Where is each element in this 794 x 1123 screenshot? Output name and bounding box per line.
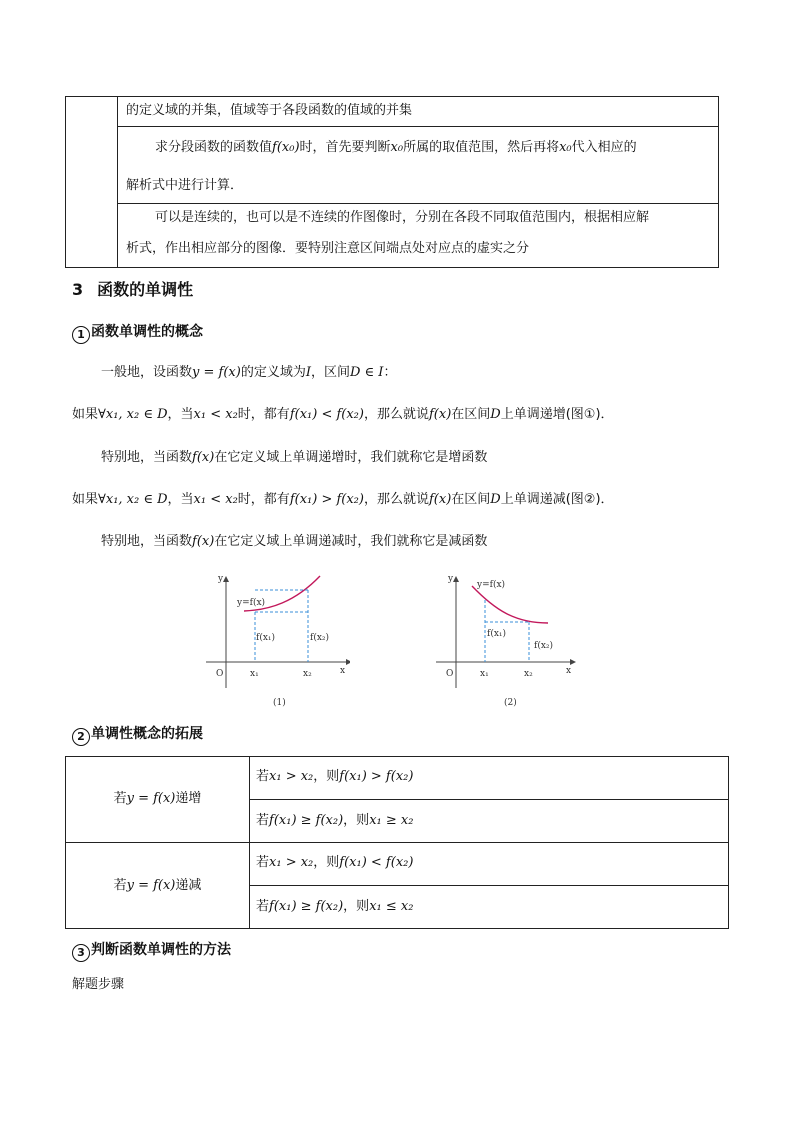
fig2-x-arrow (570, 659, 576, 665)
fig2-y-label: y (448, 574, 454, 584)
fig2-origin: O (446, 669, 454, 679)
ext-table-divider-b (249, 885, 729, 886)
p1-math-DI: D ∈ I (349, 365, 384, 380)
p4-text-f: 上单调递减(图②)． (500, 492, 614, 507)
p4-math-ineq: x₁ < x₂ (193, 492, 238, 507)
fig2-curve-label: y=f(x) (477, 580, 506, 590)
fig2-caption: (2) (504, 698, 517, 708)
subheading-1-title: 函数单调性的概念 (91, 324, 203, 340)
dec-r2-math-b: x₁ ≤ x₂ (369, 899, 414, 914)
fig1-origin: O (216, 669, 224, 679)
top-table-row2-line1 (155, 139, 637, 157)
fig1-x-label: x (340, 666, 346, 676)
sub1-paragraph-4 (72, 491, 614, 509)
fig2-y-arrow (453, 576, 459, 582)
section-number: 3 (72, 280, 84, 299)
p2-text-d: ，那么就说 (363, 407, 429, 422)
sub3-text: 解题步骤 (72, 977, 125, 992)
ext-table-divider-a (249, 799, 729, 800)
p1-text-d: ： (383, 365, 397, 380)
inc-r1-math-a: x₁ > x₂ (269, 769, 314, 784)
row2-text-d: 代入相应的 (571, 140, 637, 155)
dec-r2-a: 若 (256, 899, 270, 914)
p2-text-f: 上单调递增(图①)． (500, 407, 614, 422)
dec-r2-b: ，则 (343, 899, 370, 914)
fig1-y-label: y (218, 574, 224, 584)
subheading-1 (72, 321, 203, 344)
circled-number-1: 1 (72, 326, 90, 344)
fig1-caption: (1) (273, 698, 286, 708)
inc-r2-math-a: f(x₁) ≥ f(x₂) (269, 813, 344, 828)
fig2-x1-label: x₁ (480, 669, 489, 679)
fig2-x-label: x (566, 666, 572, 676)
ext-inc-row2 (256, 812, 413, 830)
row2-text-b: 时，首先要判断 (299, 140, 391, 155)
p2-math-rel: f(x₁) < f(x₂) (289, 407, 364, 422)
fig1-fx1-label: f(x₁) (256, 633, 276, 643)
figure-1-increasing (200, 570, 350, 710)
p4-math-rel: f(x₁) > f(x₂) (289, 492, 364, 507)
p1-math-func: y = f(x) (192, 365, 241, 380)
p2-math-D: D (490, 407, 501, 422)
circled-number-3: 3 (72, 944, 90, 962)
p2-math-fx: f(x) (428, 407, 452, 422)
p2-text-e: 在区间 (451, 407, 491, 422)
p4-math-cond: ∀x₁, x₂ ∈ D (98, 492, 168, 507)
fig1-curve-label: y=f(x) (237, 598, 266, 608)
fig1-x2-label: x₂ (303, 669, 312, 679)
row2-text-a: 求分段函数的函数值 (155, 140, 273, 155)
top-table-row1-text: 的定义域的并集，值域等于各段函数的值域的并集 (126, 103, 413, 118)
figure-2-decreasing (430, 570, 580, 710)
inc-r1-b: ，则 (313, 769, 340, 784)
subheading-2 (72, 723, 203, 746)
p1-text-a: 一般地，设函数 (101, 365, 193, 380)
dec-r1-math-a: x₁ > x₂ (269, 855, 314, 870)
ext-dec-row1 (256, 854, 413, 872)
inc-r1-math-b: f(x₁) > f(x₂) (339, 769, 414, 784)
p1-text-c: ，区间 (310, 365, 350, 380)
row2-math-x0-b: x₀ (559, 140, 572, 155)
top-table-divider-2 (117, 203, 719, 204)
top-table-row3-line2: 析式，作出相应部分的图像．要特别注意区间端点处对应点的虚实之分 (126, 241, 530, 256)
inc-label-a: 若 (113, 791, 127, 806)
inc-label-b: 递增 (175, 791, 202, 806)
p4-text-e: 在区间 (451, 492, 491, 507)
dec-label-a: 若 (113, 877, 127, 893)
p2-text-a: 如果 (72, 407, 99, 422)
subheading-2-title: 单调性概念的拓展 (91, 726, 203, 742)
circled-number-2: 2 (72, 728, 90, 746)
row2-math-fx0: f(x₀) (272, 140, 300, 155)
inc-label-func: y = f(x) (126, 791, 176, 806)
dec-r2-math-a: f(x₁) ≥ f(x₂) (269, 899, 344, 914)
p2-math-cond: ∀x₁, x₂ ∈ D (98, 407, 168, 422)
p1-math-I: I (305, 365, 311, 380)
top-table-left-column (65, 96, 118, 268)
sub1-paragraph-1 (101, 364, 396, 382)
top-table-divider-1 (117, 126, 719, 127)
p2-text-b: ，当 (167, 407, 194, 422)
fig1-x-arrow (346, 659, 350, 665)
fig2-x2-label: x₂ (524, 669, 533, 679)
p3-text-a: 特别地，当函数 (101, 450, 193, 465)
inc-r2-a: 若 (256, 813, 270, 828)
fig1-y-arrow (223, 576, 229, 582)
p4-math-D: D (490, 492, 501, 507)
p4-text-b: ，当 (167, 492, 194, 507)
sub1-paragraph-3 (101, 449, 487, 467)
inc-r2-b: ，则 (343, 813, 370, 828)
p3-text-b: 在它定义域上单调递增时，我们就称它是增函数 (214, 450, 488, 465)
row2-text-c: 所属的取值范围，然后再将 (403, 140, 560, 155)
dec-r1-math-b: f(x₁) < f(x₂) (339, 855, 414, 870)
top-table-row2-line2: 解析式中进行计算． (126, 178, 244, 193)
dec-r1-a: 若 (256, 855, 270, 870)
subheading-3-title: 判断函数单调性的方法 (91, 942, 231, 958)
fig2-fx2-label: f(x₂) (534, 641, 554, 651)
p5-text-a: 特别地，当函数 (101, 534, 193, 549)
p3-math-fx: f(x) (192, 450, 215, 465)
ext-inc-row1 (256, 768, 413, 786)
inc-r1-a: 若 (256, 769, 270, 784)
p4-text-c: 时，都有 (237, 492, 290, 507)
top-table-row3-line1: 可以是连续的，也可以是不连续的作图像时，分别在各段不同取值范围内，根据相应解 (155, 210, 650, 225)
fig1-x1-label: x₁ (250, 669, 259, 679)
fig1-fx2-label: f(x₂) (310, 633, 330, 643)
inc-r2-math-b: x₁ ≥ x₂ (369, 813, 414, 828)
p4-text-d: ，那么就说 (363, 492, 429, 507)
p5-math-fx: f(x) (192, 534, 215, 549)
ext-increasing-label (65, 756, 250, 842)
p1-text-b: 的定义域为 (240, 365, 306, 380)
subheading-3 (72, 939, 231, 962)
p4-text-a: 如果 (72, 492, 99, 507)
fig2-curve (472, 586, 548, 623)
sub1-paragraph-2 (72, 406, 614, 424)
dec-label-b: 递减 (175, 877, 202, 893)
row2-math-x0: x₀ (390, 140, 404, 155)
p5-text-b: 在它定义域上单调递减时，我们就称它是减函数 (214, 534, 488, 549)
dec-label-func: y = f(x) (126, 877, 176, 893)
sub1-paragraph-5 (101, 533, 487, 551)
p4-math-fx: f(x) (428, 492, 452, 507)
p2-math-ineq: x₁ < x₂ (193, 407, 238, 422)
section-heading (72, 277, 193, 300)
p2-text-c: 时，都有 (237, 407, 290, 422)
ext-dec-row2 (256, 898, 413, 916)
dec-r1-b: ，则 (313, 855, 340, 870)
fig2-fx1-label: f(x₁) (487, 629, 507, 639)
section-title: 函数的单调性 (97, 280, 194, 299)
ext-decreasing-label (65, 842, 250, 929)
